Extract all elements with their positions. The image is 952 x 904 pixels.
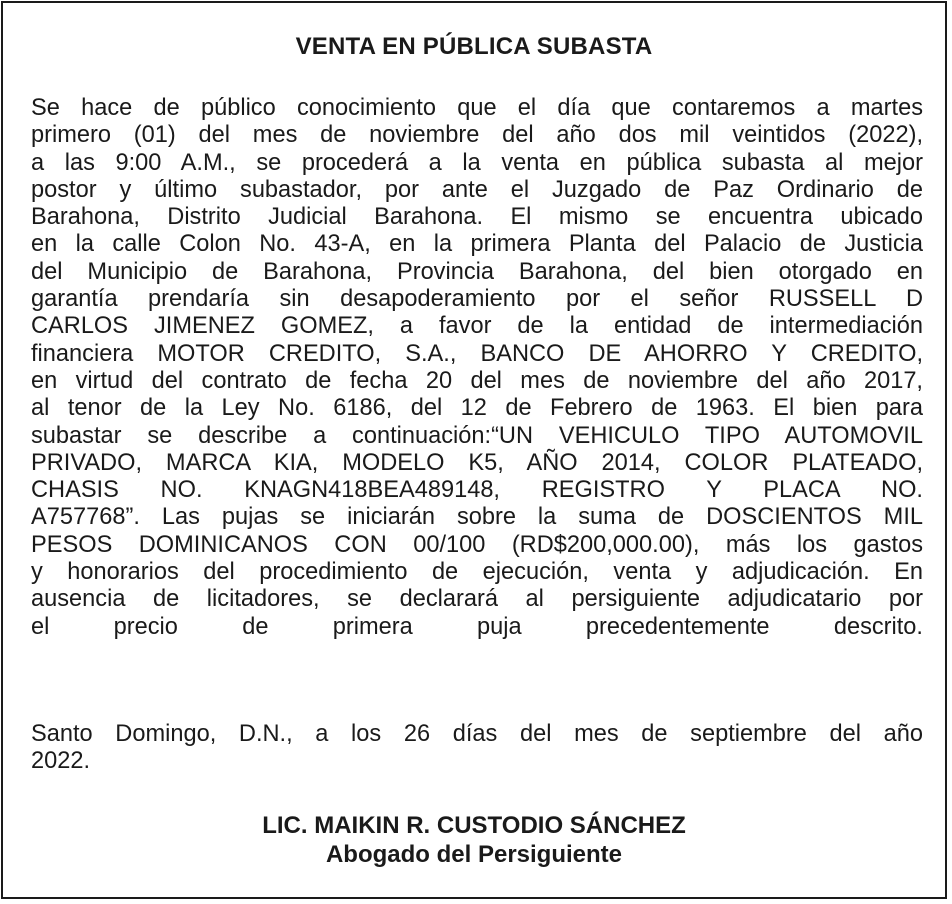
notice-title: VENTA EN PÚBLICA SUBASTA bbox=[295, 33, 653, 60]
closing-date bbox=[31, 721, 923, 776]
body-line: subastar se describe a continuación:“UN VEHICULO TIPO AUTOMOVIL bbox=[31, 422, 923, 449]
body-line: A757768”. Las pujas se iniciarán sobre la suma de DOSCIENTOS MIL bbox=[31, 504, 923, 531]
body-line: CARLOS JIMENEZ GOMEZ, a favor de la entidad de intermediación bbox=[31, 313, 923, 340]
closing-year: 2022. bbox=[31, 748, 91, 775]
signatory-name: LIC. MAIKIN R. CUSTODIO SÁNCHEZ bbox=[262, 812, 686, 839]
body-line: en la calle Colon No. 43-A, en la primera Planta del Palacio de Justicia bbox=[31, 231, 923, 258]
body-line: Se hace de público conocimiento que el día que contaremos a martes bbox=[31, 95, 923, 121]
signatory-role: Abogado del Persiguiente bbox=[325, 841, 623, 868]
body-line: garantía prendaría sin desapoderamiento por el señor RUSSELL D bbox=[31, 286, 923, 313]
signature-block bbox=[3, 811, 945, 869]
body-line: financiera MOTOR CREDITO, S.A., BANCO DE AHORRO Y CREDITO, bbox=[31, 340, 923, 367]
body-line: a las 9:00 A.M., se procederá a la venta en pública subasta al mejor bbox=[31, 149, 923, 176]
body-line: PRIVADO, MARCA KIA, MODELO K5, AÑO 2014, COLOR PLATEADO, bbox=[31, 449, 923, 476]
body-line: PESOS DOMINICANOS CON 00/100 (RD$200,000.00), más los gastos bbox=[31, 531, 923, 558]
body-line: ausencia de licitadores, se declarará al persiguiente adjudicatario por bbox=[31, 586, 923, 613]
closing-line: Santo Domingo, D.N., a los 26 días del mes de septiembre del año bbox=[31, 721, 923, 747]
body-line: el precio de primera puja precedentemente descrito. bbox=[31, 613, 923, 640]
body-line: postor y último subastador, por ante el Juzgado de Paz Ordinario de bbox=[31, 176, 923, 203]
body-line: primero (01) del mes de noviembre del año dos mil veintidos (2022), bbox=[31, 122, 923, 149]
notice-body bbox=[31, 95, 923, 641]
body-line: al tenor de la Ley No. 6186, del 12 de Febrero de 1963. El bien para bbox=[31, 395, 923, 422]
body-line: Barahona, Distrito Judicial Barahona. El mismo se encuentra ubicado bbox=[31, 204, 923, 231]
notice-frame bbox=[1, 1, 947, 899]
body-line: CHASIS NO. KNAGN418BEA489148, REGISTRO Y PLACA NO. bbox=[31, 477, 923, 504]
body-line: y honorarios del procedimiento de ejecución, venta y adjudicación. En bbox=[31, 559, 923, 586]
body-line: en virtud del contrato de fecha 20 del mes de noviembre del año 2017, bbox=[31, 367, 923, 394]
body-line: del Municipio de Barahona, Provincia Barahona, del bien otorgado en bbox=[31, 258, 923, 285]
